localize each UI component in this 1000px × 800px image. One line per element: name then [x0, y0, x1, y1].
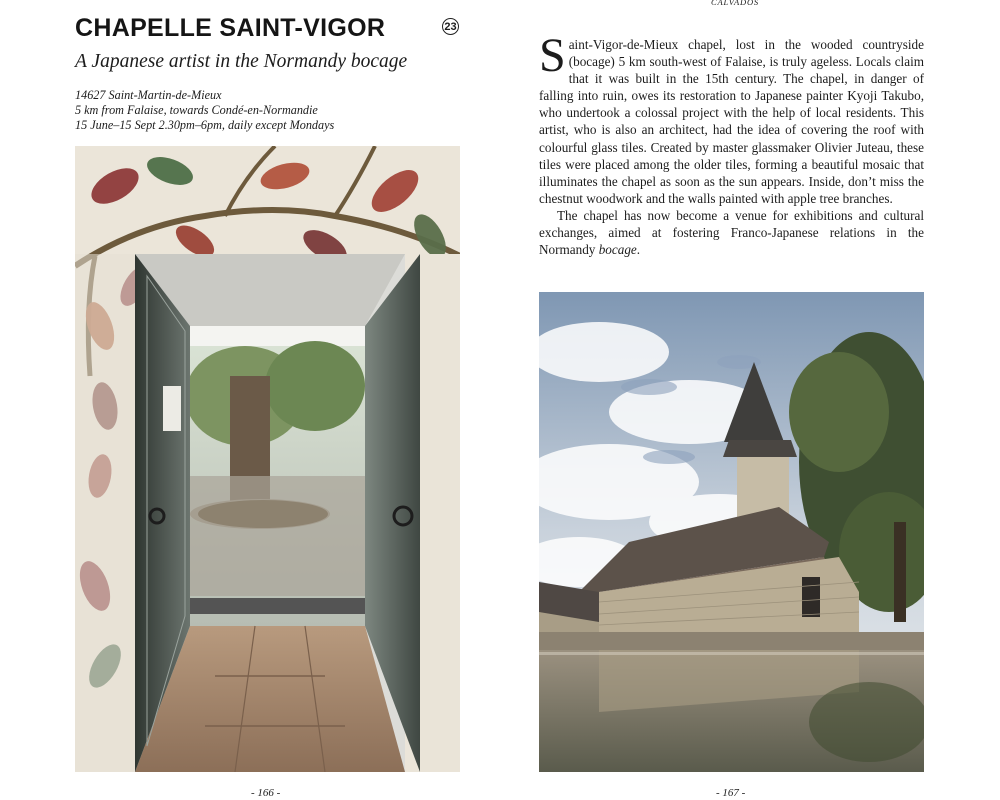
address-line: 14627 Saint-Martin-de-Mieux — [75, 88, 222, 102]
opening-hours-line: 15 June–15 Sept 2.30pm–6pm, daily except Mondays — [75, 118, 335, 133]
paragraph-1-text: aint-Vigor-de-Mieux chapel, lost in the wooded countryside (bocage) 5 km south-west of Falaise, is truly ageless. Locals claim that it was built in the 15th century. The chapel, in danger of falling into ruin, owes its restoration to Japanese painter Kyoji Takubo, who undertook a colossal project with the help of local residents. This artist, who is also an architect, had the idea of covering the roof with colourful glass tiles. Created by master glassmaker Olivier Juteau, these tiles were placed among the older tiles, forming a beautiful mosaic that illuminates the chapel as soon as the sun appears. Inside, don’t miss the chestnut woodwork and the walls painted with apple tree branches. — [539, 37, 924, 206]
article-body — [539, 29, 924, 258]
paragraph-2-end: . — [636, 242, 641, 258]
paragraph-1 — [539, 29, 924, 207]
directions-line: 5 km from Falaise, towards Condé-en-Normandie — [75, 103, 318, 118]
chapel-doorway-photo — [75, 146, 460, 772]
page-number-right: - 167 - — [716, 787, 746, 799]
page-subtitle: A Japanese artist in the Normandy bocage — [75, 51, 408, 72]
page-number-left: - 166 - — [251, 787, 281, 799]
chapel-exterior-photo — [539, 292, 924, 772]
page-title: CHAPELLE SAINT-VIGOR — [75, 14, 386, 42]
running-header: CALVADOS — [711, 0, 759, 7]
site-number-badge: 23 — [442, 18, 459, 35]
paragraph-2 — [539, 207, 924, 258]
paragraph-2-italic: bocage — [598, 242, 637, 258]
practical-info — [75, 88, 334, 134]
drop-cap: S — [539, 29, 566, 82]
paragraph-2-text: The chapel has now become a venue for exhibitions and cultural exchanges, aimed at fostering Franco-Japanese relations in the Normandy — [539, 207, 924, 258]
